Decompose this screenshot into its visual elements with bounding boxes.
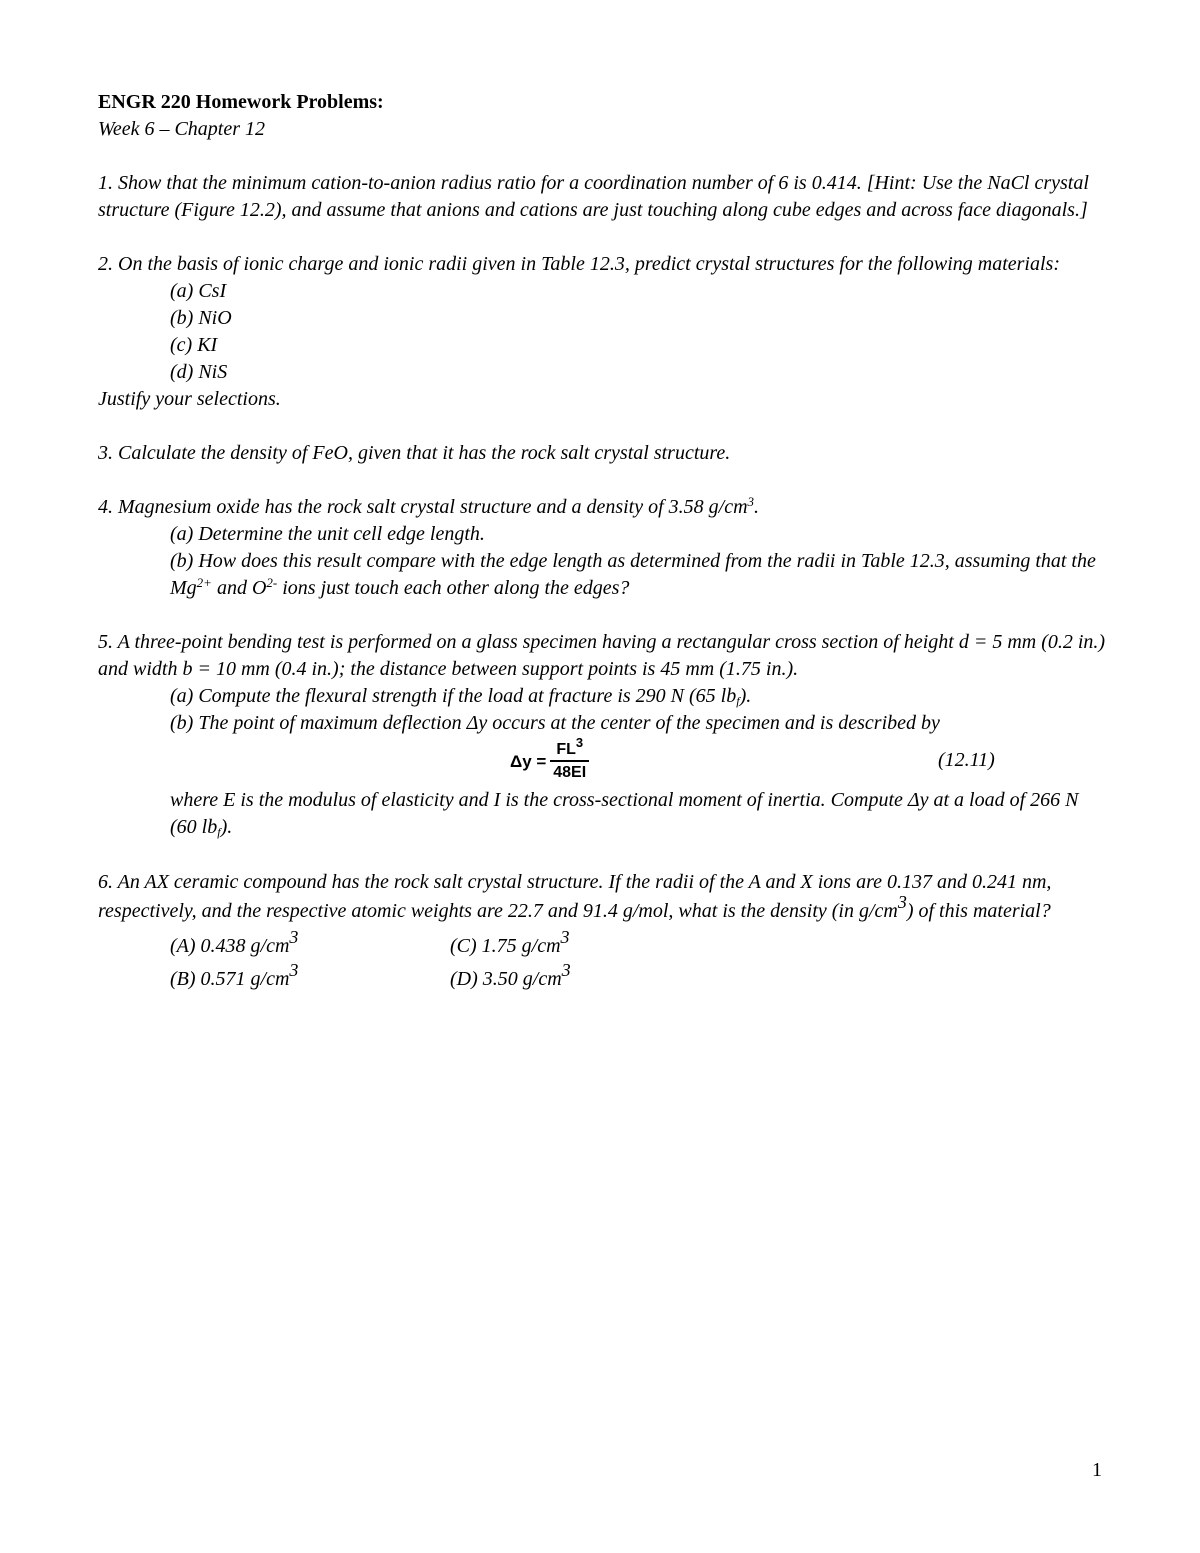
document-title: ENGR 220 Homework Problems: bbox=[98, 91, 384, 113]
problem-4-part-b-text3: ions just touch each other along the edges? bbox=[277, 577, 630, 599]
problem-5-after bbox=[170, 787, 1108, 841]
problem-4-part-b-text2: and O bbox=[211, 577, 267, 599]
problem-2-intro: 2. On the basis of ionic charge and ionic radii given in Table 12.3, predict crystal structures for the following materials: bbox=[98, 253, 1060, 275]
equation-numerator bbox=[550, 735, 589, 762]
equation-lhs: Δy = bbox=[510, 752, 547, 771]
problem-5-part-a-sub: f bbox=[736, 694, 740, 708]
problem-4-part-b-text1: (b) How does this result compare with the edge length as determined from the radii in Table 12.3, assuming that the Mg bbox=[170, 550, 1096, 599]
problem-4-intro-end: . bbox=[754, 496, 760, 518]
choice-c-text: (C) 1.75 g/cm bbox=[450, 935, 561, 957]
document-content bbox=[98, 88, 1108, 996]
problem-4-o-charge: 2- bbox=[266, 575, 278, 590]
problem-4-part-a: (a) Determine the unit cell edge length. bbox=[170, 523, 485, 545]
problem-4-part-b bbox=[170, 548, 1108, 602]
choices-row-2 bbox=[170, 960, 1108, 996]
choice-c bbox=[450, 927, 730, 963]
problem-5-after-sub: f bbox=[217, 825, 221, 839]
problem-6-intro-text2: ) of this material? bbox=[906, 900, 1051, 922]
problem-4-intro-text: 4. Magnesium oxide has the rock salt crystal structure and a density of 3.58 g/cm bbox=[98, 496, 748, 518]
choice-a-text: (A) 0.438 g/cm bbox=[170, 935, 290, 957]
problem-2-item-c: (c) KI bbox=[170, 334, 218, 356]
problem-5-after-text1: where E is the modulus of elasticity and I is the cross-sectional moment of inertia. Compute Δy at a load of 266 N (60 lb bbox=[170, 789, 1079, 838]
problem-5-intro: 5. A three-point bending test is performed on a glass specimen having a rectangular cross section of height d = 5 mm (0.2 in.) and width b = 10 mm (0.4 in.); the distance between support points is 45 mm (1.75 in.). bbox=[98, 631, 1106, 680]
problem-6-intro-sup: 3 bbox=[897, 892, 907, 912]
equation-numerator-base: FL bbox=[556, 741, 576, 758]
document-subtitle: Week 6 – Chapter 12 bbox=[98, 118, 266, 140]
choice-d-text: (D) 3.50 g/cm bbox=[450, 968, 562, 990]
choice-d-sup: 3 bbox=[561, 960, 571, 980]
equation-denominator: 48EI bbox=[553, 764, 587, 781]
problem-5-after-text2: ). bbox=[220, 816, 233, 838]
choice-b-text: (B) 0.571 g/cm bbox=[170, 968, 290, 990]
problem-5-part-a bbox=[170, 683, 1108, 710]
choice-c-sup: 3 bbox=[560, 927, 570, 947]
page-number: 1 bbox=[1092, 1459, 1102, 1481]
problem-4-intro bbox=[98, 494, 1108, 521]
equation-row bbox=[170, 737, 1108, 787]
choice-b-sup: 3 bbox=[289, 960, 299, 980]
problem-6-intro-text1: 6. An AX ceramic compound has the rock salt crystal structure. If the radii of the A and X ions are 0.137 and 0.241 nm, respectively, and the respective atomic weights are 22.7 and 91.4 g/mol, what is the density (in g/cm bbox=[98, 871, 1052, 922]
deflection-equation bbox=[510, 735, 589, 782]
choice-a bbox=[170, 927, 450, 963]
problem-4-mg-charge: 2+ bbox=[196, 575, 212, 590]
equation-label: (12.11) bbox=[938, 749, 995, 771]
problem-6-intro bbox=[98, 868, 1108, 926]
choice-d bbox=[450, 960, 730, 996]
problem-2-outro: Justify your selections. bbox=[98, 388, 281, 410]
choices-row-1 bbox=[170, 927, 1108, 963]
problem-5-part-a-text2: ). bbox=[739, 685, 752, 707]
problem-5-part-a-text1: (a) Compute the flexural strength if the load at fracture is 290 N (65 lb bbox=[170, 685, 737, 707]
problem-1: 1. Show that the minimum cation-to-anion radius ratio for a coordination number of 6 is 0.414. [Hint: Use the NaCl crystal structure (Figure 12.2), and assume that anions and cations are just touching along cube edges and across face diagonals.] bbox=[98, 172, 1089, 221]
choice-b bbox=[170, 960, 450, 996]
problem-2-item-a: (a) CsI bbox=[170, 280, 227, 302]
problem-4-intro-sup: 3 bbox=[747, 494, 755, 509]
equation-numerator-sup: 3 bbox=[575, 735, 584, 750]
problem-2-item-d: (d) NiS bbox=[170, 361, 228, 383]
equation-fraction bbox=[550, 735, 589, 782]
problem-5-part-b: (b) The point of maximum deflection Δy occurs at the center of the specimen and is described by bbox=[170, 712, 940, 734]
problem-2-item-b: (b) NiO bbox=[170, 307, 232, 329]
choice-a-sup: 3 bbox=[289, 927, 299, 947]
problem-3: 3. Calculate the density of FeO, given that it has the rock salt crystal structure. bbox=[98, 442, 731, 464]
